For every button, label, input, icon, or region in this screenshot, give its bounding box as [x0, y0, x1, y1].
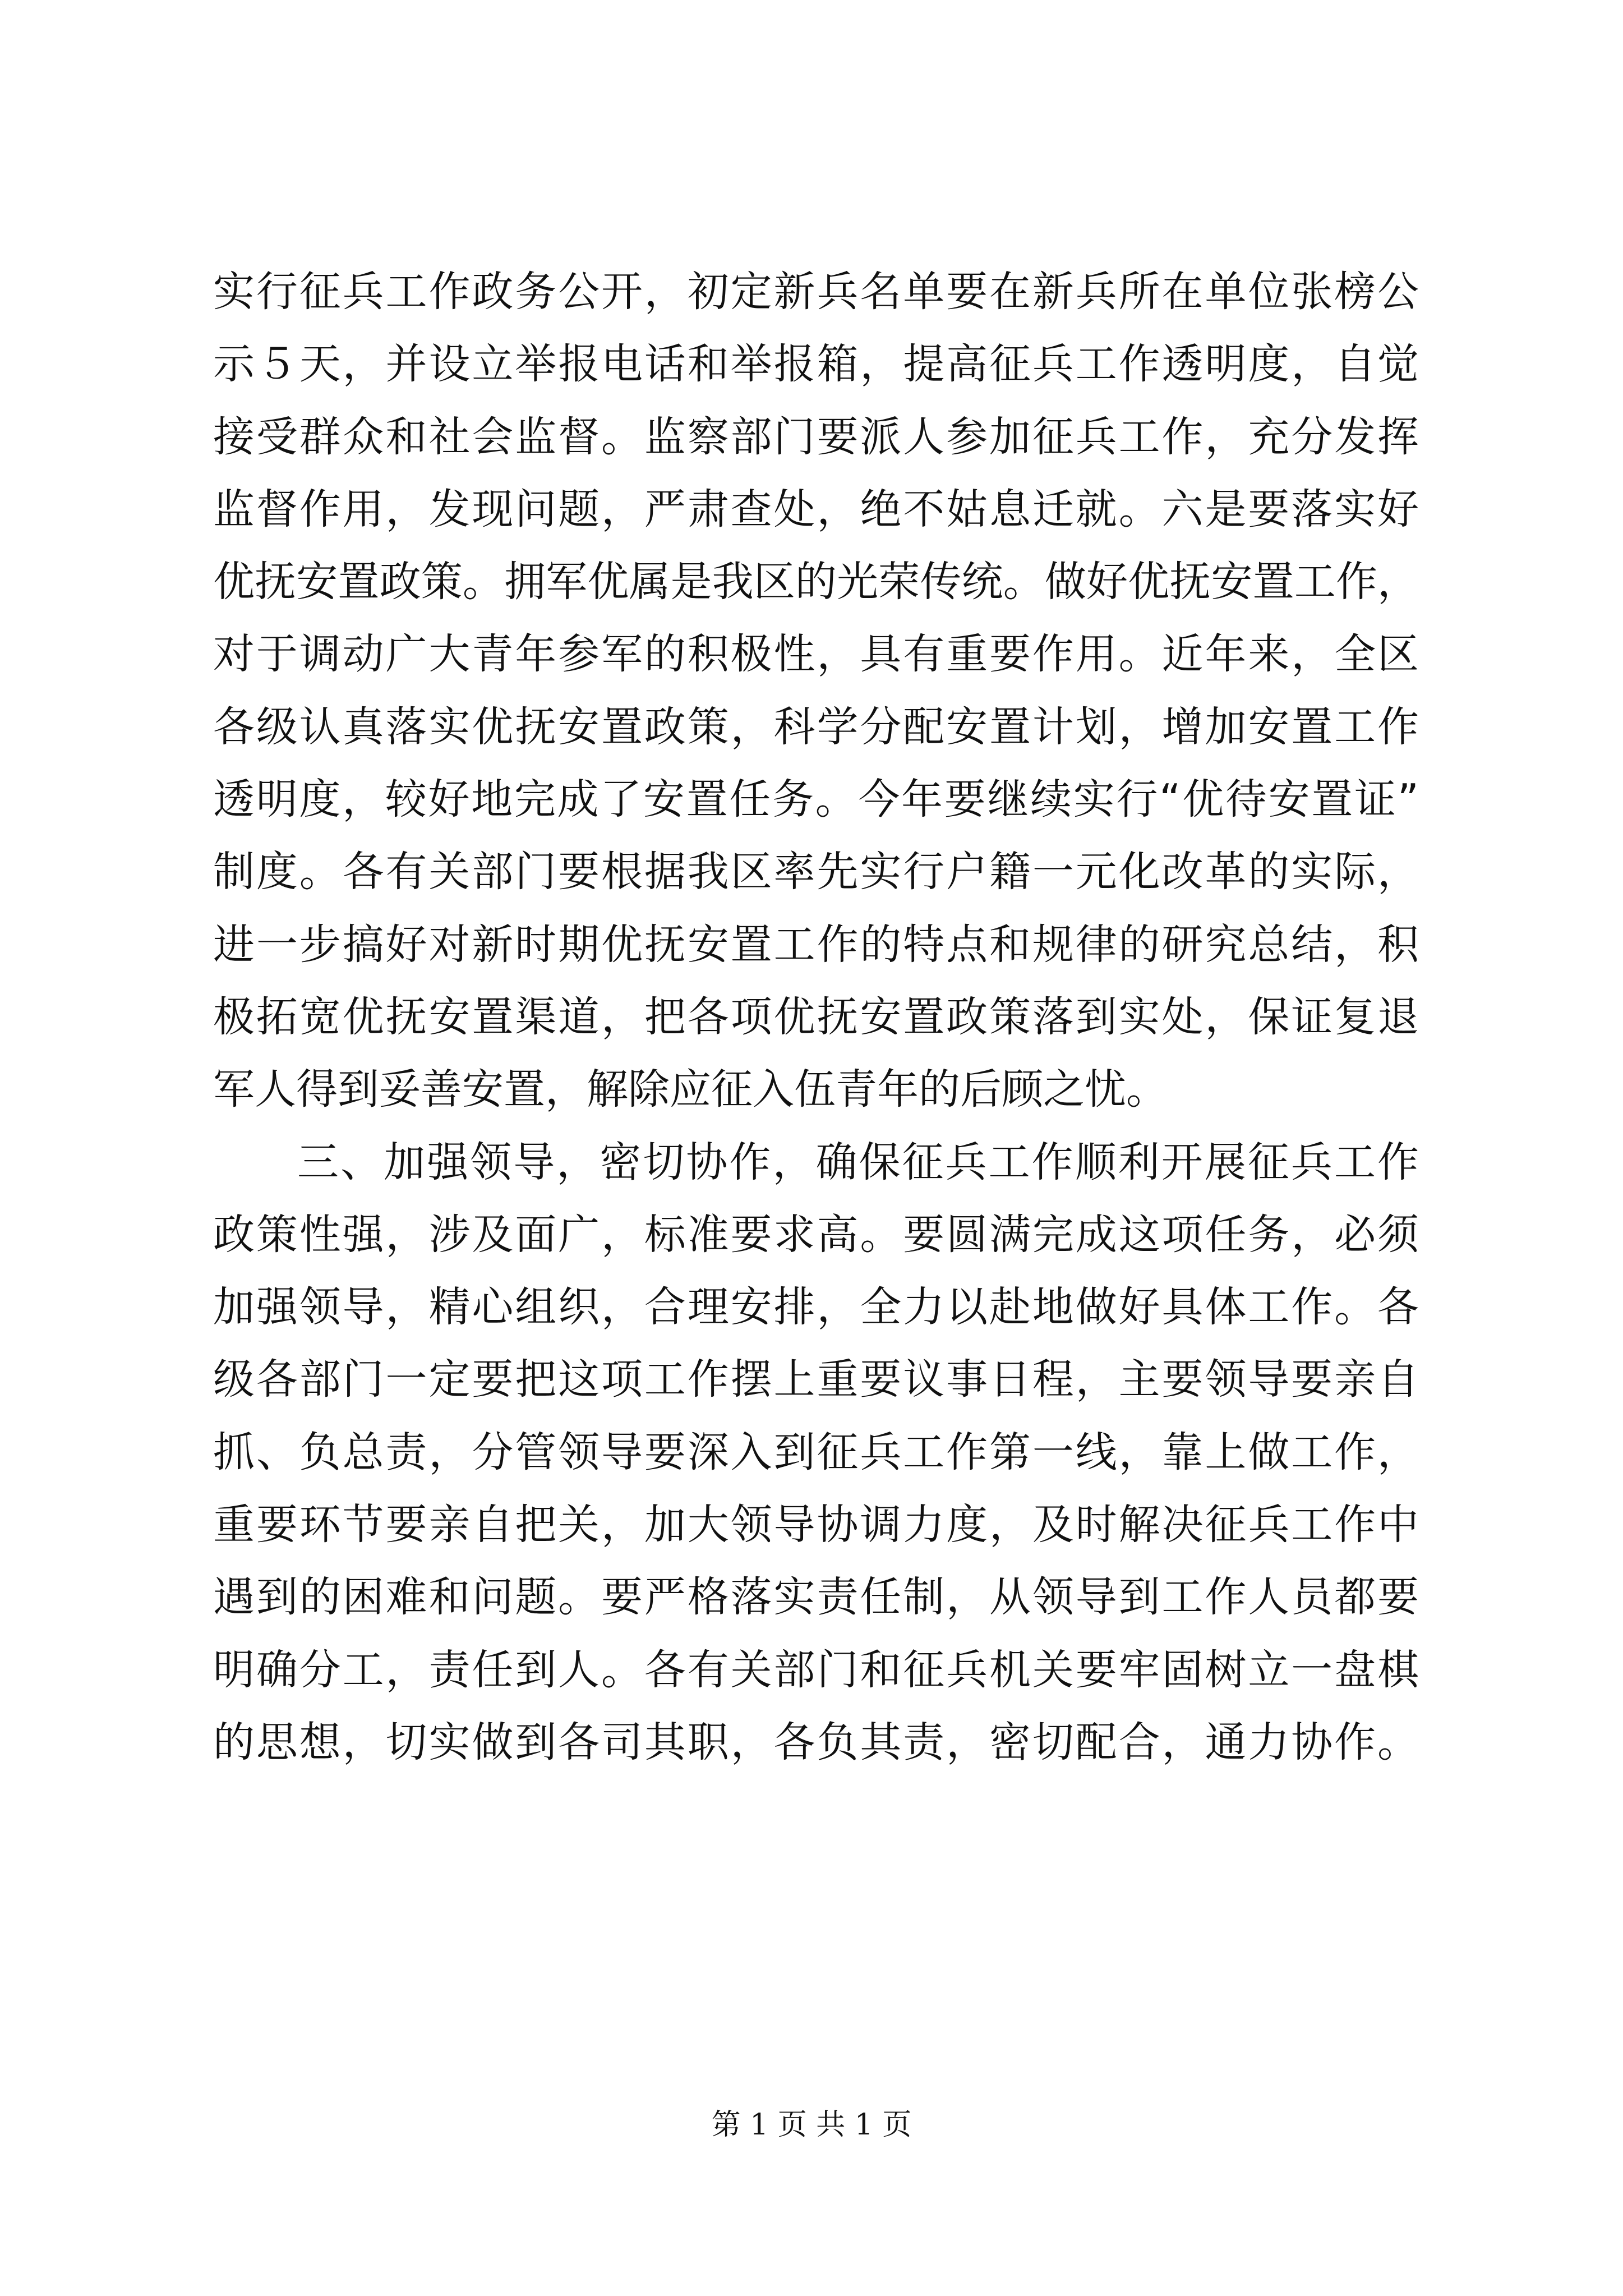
text-line: 明确分工，责任到人。各有关部门和征兵机关要牢固树立一盘棋	[213, 1645, 1419, 1694]
text-line: 重要环节要亲自把关，加大领导协调力度，及时解决征兵工作中	[213, 1501, 1419, 1549]
text-line: 示５天，并设立举报电话和举报箱，提高征兵工作透明度，自觉	[213, 340, 1419, 389]
text-line: 进一步搞好对新时期优抚安置工作的特点和规律的研究总结，积	[213, 920, 1419, 969]
section-heading-line: 三、加强领导，密切协作，确保征兵工作顺利开展征兵工作	[297, 1138, 1419, 1186]
text-line: 透明度，较好地完成了安置任务。今年要继续实行“优待安置证”	[213, 775, 1419, 824]
text-line: 极拓宽优抚安置渠道，把各项优抚安置政策落到实处，保证复退	[213, 992, 1419, 1041]
text-line: 政策性强，涉及面广，标准要求高。要圆满完成这项任务，必须	[213, 1210, 1419, 1259]
text-line: 制度。各有关部门要根据我区率先实行户籍一元化改革的实际，	[213, 848, 1419, 896]
text-line: 监督作用，发现问题，严肃查处，绝不姑息迁就。六是要落实好	[213, 485, 1419, 533]
text-line: 抓、负总责，分管领导要深入到征兵工作第一线，靠上做工作，	[213, 1428, 1419, 1476]
text-line: 遇到的困难和问题。要严格落实责任制，从领导到工作人员都要	[213, 1573, 1419, 1622]
document-body	[213, 256, 1419, 1779]
text-line: 各级认真落实优抚安置政策，科学分配安置计划，增加安置工作	[213, 702, 1419, 751]
text-line: 接受群众和社会监督。监察部门要派人参加征兵工作，充分发挥	[213, 412, 1419, 461]
text-line: 对于调动广大青年参军的积极性，具有重要作用。近年来，全区	[213, 630, 1419, 679]
text-line: 加强领导，精心组织，合理安排，全力以赴地做好具体工作。各	[213, 1283, 1419, 1332]
page-number-footer: 第 1 页 共 1 页	[711, 2108, 912, 2142]
text-line: 级各部门一定要把这项工作摆上重要议事日程，主要领导要亲自	[213, 1355, 1419, 1404]
text-line: 的思想，切实做到各司其职，各负其责，密切配合，通力协作。	[213, 1718, 1419, 1766]
text-line: 军人得到妥善安置，解除应征入伍青年的后顾之忧。	[213, 1065, 1168, 1114]
text-line: 优抚安置政策。拥军优属是我区的光荣传统。做好优抚安置工作，	[213, 558, 1419, 606]
text-line: 实行征兵工作政务公开，初定新兵名单要在新兵所在单位张榜公	[213, 268, 1419, 316]
